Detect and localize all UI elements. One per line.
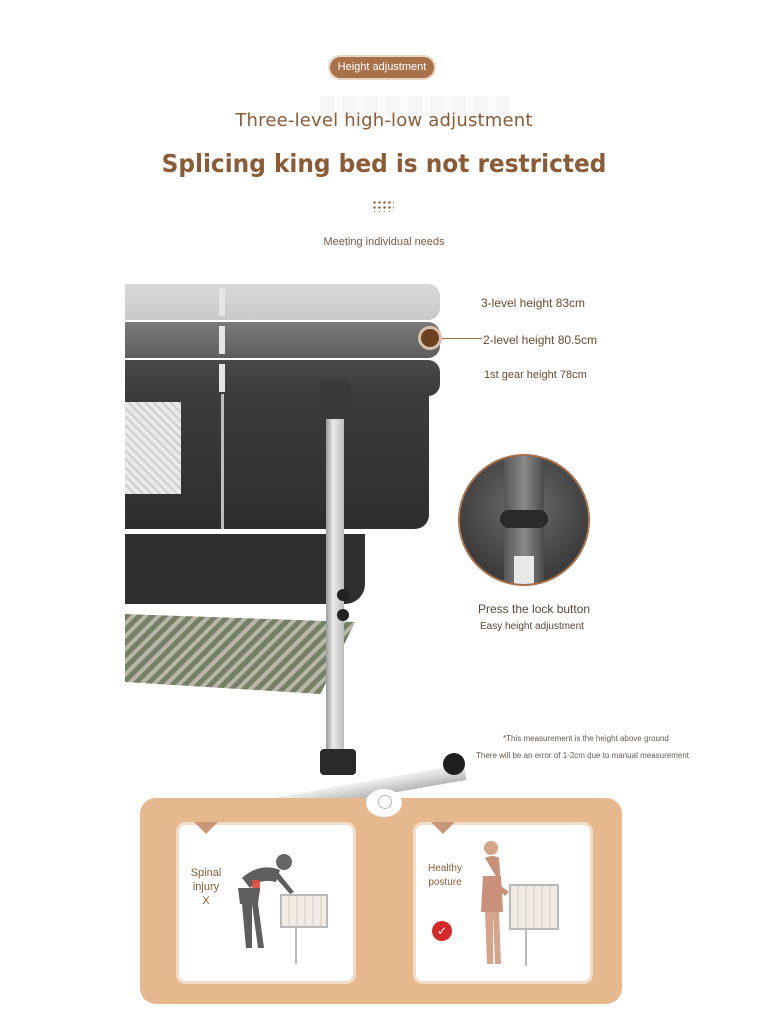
crib-illustration bbox=[125, 284, 485, 804]
zipper bbox=[221, 394, 224, 529]
adjust-knob-icon bbox=[337, 609, 349, 621]
measurement-error-note: There will be an error of 1-2cm due to manual measurement bbox=[476, 751, 689, 760]
crib-basket bbox=[125, 394, 429, 529]
lock-button-icon bbox=[500, 510, 548, 528]
foot-cap bbox=[320, 749, 356, 775]
mesh-window bbox=[125, 402, 181, 494]
good-posture-card bbox=[413, 822, 593, 984]
measurement-note: *This measurement is the height above ground bbox=[503, 734, 669, 743]
lock-caption: Press the lock button bbox=[478, 602, 591, 616]
storage-net bbox=[125, 614, 355, 694]
bad-posture-label: Spinal injury X bbox=[190, 867, 222, 907]
bad-posture-card bbox=[176, 822, 356, 984]
pole-clamp bbox=[320, 379, 350, 419]
support-pole bbox=[326, 379, 344, 759]
section-badge: Height adjustment bbox=[330, 57, 434, 78]
crib-level-1 bbox=[125, 360, 440, 396]
caster-wheel-icon bbox=[443, 753, 465, 775]
good-posture-label: Healthy posture bbox=[428, 863, 462, 888]
height-label-level2: 2-level height 80.5cm bbox=[483, 333, 598, 347]
height-label-level3: 3-level height 83cm bbox=[481, 296, 586, 310]
subtitle: Three-level high-low adjustment bbox=[235, 110, 533, 131]
mini-crib-icon bbox=[509, 884, 559, 930]
marker-line bbox=[442, 338, 482, 339]
crib-level-2 bbox=[125, 322, 440, 358]
mini-crib-icon bbox=[280, 894, 328, 928]
height-label-level1: 1st gear height 78cm bbox=[484, 369, 587, 381]
dots-divider bbox=[372, 200, 394, 212]
crib-level-3 bbox=[125, 284, 440, 320]
lock-button-zoom bbox=[458, 454, 590, 586]
adjust-knob-icon bbox=[337, 589, 349, 601]
standing-person-icon bbox=[473, 838, 513, 968]
check-icon: ✓ bbox=[432, 921, 452, 941]
page-title: Splicing king bed is not restricted bbox=[161, 149, 607, 178]
height-marker-icon bbox=[421, 329, 439, 347]
lock-subcaption: Easy height adjustment bbox=[480, 621, 584, 632]
panel-notch-icon bbox=[378, 795, 392, 809]
tagline: Meeting individual needs bbox=[323, 236, 445, 248]
